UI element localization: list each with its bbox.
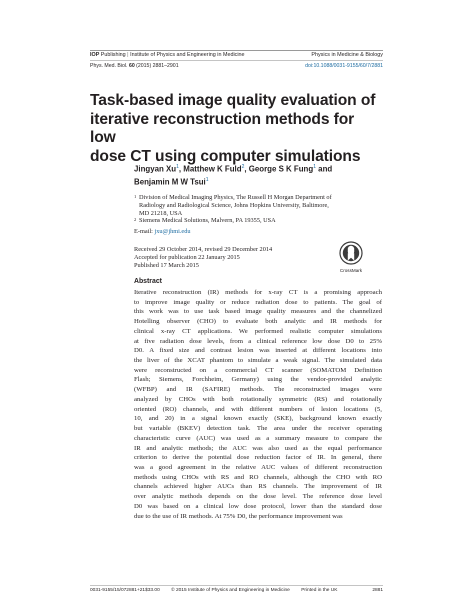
iop-logo: IOP [90, 52, 100, 58]
publisher-word: Publishing [100, 52, 126, 58]
header-separator: | [127, 52, 129, 58]
abstract-line: 10, and 20) in a signal known exactly (SKE), background known exactly [134, 415, 382, 423]
author-affil-mark[interactable]: 1 [313, 164, 316, 170]
affiliation [134, 217, 379, 225]
citation-pages: (2015) 2881–2901 [136, 63, 179, 69]
author-affil-mark[interactable]: 1 [205, 177, 209, 184]
author-sep: , [244, 164, 249, 174]
abstract-line: criterion to derive the potential dose reduction factor of IR. In general, there [134, 454, 382, 462]
crossmark-icon [339, 241, 363, 267]
crossmark-badge[interactable] [333, 241, 369, 273]
author-list [134, 162, 374, 188]
abstract-body [134, 288, 382, 521]
abstract-line: this work was to use task based image quality measures and the channelized [134, 308, 382, 316]
abstract-line: at five radiation dose levels, from a clinical reference low dose D0 to 25% [134, 337, 382, 345]
publication-history [134, 246, 272, 269]
author-name: George S K Fung [248, 164, 314, 174]
abstract-line: but variable (BKEV) detection task. The area under the receiver operating [134, 425, 382, 433]
author-affil-mark[interactable]: 2 [241, 164, 245, 170]
citation-volume: 60 [128, 63, 135, 69]
affiliations [134, 194, 379, 225]
abstract-line: the liver of the XCAT phantom to simulate a weak signal. The simulated data [134, 357, 382, 365]
copyright: © 2015 Institute of Physics and Engineering in Medicine [171, 588, 290, 593]
footer-rule [90, 585, 383, 586]
abstract-line: Hotelling observer (CHO) to evaluate both analytic and IR methods for [134, 318, 382, 326]
printed-in: Printed in the UK [301, 588, 338, 593]
abstract-line: (WFBP) and IR (SAFIRE) methods. The reconstructed images were [134, 386, 382, 394]
affiliation-line: Siemens Medical Solutions, Malvern, PA 19355, USA [139, 217, 276, 225]
page-number: 2881 [372, 588, 383, 593]
header-rule [90, 60, 383, 61]
issn-code: 0031-9155/15/072881+21$33.00 [90, 588, 160, 593]
date-line: Accepted for publication 22 January 2015 [134, 253, 240, 261]
abstract-line: Iterative reconstruction (IR) methods for x-ray CT is a promising approach [134, 289, 382, 296]
abstract-line: D0 was based on a clinical low dose protocol, lower than the standard dose [134, 502, 382, 510]
affiliation-text [139, 194, 379, 217]
crossmark-label: CrossMark [339, 268, 363, 273]
abstract-line: IR and analytic methods; the AUC was also used as the equal performance [134, 444, 382, 452]
author-affil-mark[interactable]: 1 [176, 164, 179, 170]
author-sep: and [315, 164, 333, 174]
journal-name: Physics in Medicine & Biology [311, 52, 383, 58]
abstract-line: analyzed by CHOs with both rotationally symmetric (RS) and rotationally [134, 395, 382, 403]
affiliation-line: MD 21218, USA [139, 209, 183, 217]
abstract-line: was a good agreement in the relative AUC values of different reconstruction [134, 463, 382, 471]
email-link[interactable]: jxu@jhmi.edu [154, 228, 191, 235]
date-line: Published 17 March 2015 [134, 261, 199, 269]
abstract-line: D0. A fixed size and contrast lesion was inserted at different locations into [134, 347, 382, 355]
affiliation-number: 1 [134, 194, 137, 199]
author-name: Benjamin M W Tsui [134, 177, 206, 187]
email-label: E-mail: [134, 228, 153, 235]
abstract-line: to improve image quality or reduce radiation dose to patients. The goal of [134, 298, 382, 306]
abstract-line: channels achieved higher AUCs than RS channels. The improvement of IR [134, 483, 382, 491]
affiliation-number: 2 [134, 217, 137, 223]
author-name: Jingyan Xu [134, 164, 177, 174]
author-name: Matthew K Fuld [183, 164, 242, 174]
affiliation-line: Radiology and Radiological Science, Johns Hopkins University, Baltimore, [139, 201, 329, 209]
abstract-line: Flash; Siemens, Forchheim, Germany) using the vendor-provided analytic [134, 376, 382, 384]
doi-link[interactable]: doi:10.1088/0031-9155/60/7/2881 [305, 63, 383, 69]
date-line: Received 29 October 2014, revised 29 December 2014 [134, 246, 273, 253]
title-line: iterative reconstruction methods for low [90, 110, 355, 146]
abstract-line: were reconstructed on a commercial CT scanner (SOMATOM Definition [134, 366, 382, 374]
abstract-heading: Abstract [134, 278, 162, 285]
institute-name: Institute of Physics and Engineering in Medicine [130, 52, 245, 58]
citation-journal: Phys. Med. Biol. [90, 63, 128, 69]
abstract-line: methods using CHOs with RS and RO channels, although the CHO with RO [134, 473, 382, 481]
corresponding-email [134, 228, 191, 235]
author-sep: , [178, 164, 184, 174]
affiliation [134, 194, 379, 217]
abstract-line: oriented (RO) channels, and with different numbers of lesion locations (5, [134, 405, 382, 413]
header-rule [90, 50, 383, 51]
running-header-left [90, 52, 245, 58]
citation [90, 63, 179, 69]
affiliation-line: Division of Medical Imaging Physics, The Russell H Morgan Department of [139, 194, 332, 201]
abstract-line: due to the use of IR methods. At 75% D0, the performance improvement was [134, 512, 343, 520]
footer-left [90, 588, 337, 593]
abstract-line: over analytic methods depends on the dose level. The reference dose level [134, 493, 382, 501]
article-title [90, 92, 380, 166]
abstract-line: characteristic curve (AUC) was used as a summary measure to compare the [134, 434, 382, 442]
title-line: Task-based image quality evaluation of [90, 92, 376, 109]
abstract-line: clinical x-ray CT applications. We performed realistic computer simulations [134, 327, 382, 335]
title-line: dose CT using computer simulations [90, 147, 361, 165]
